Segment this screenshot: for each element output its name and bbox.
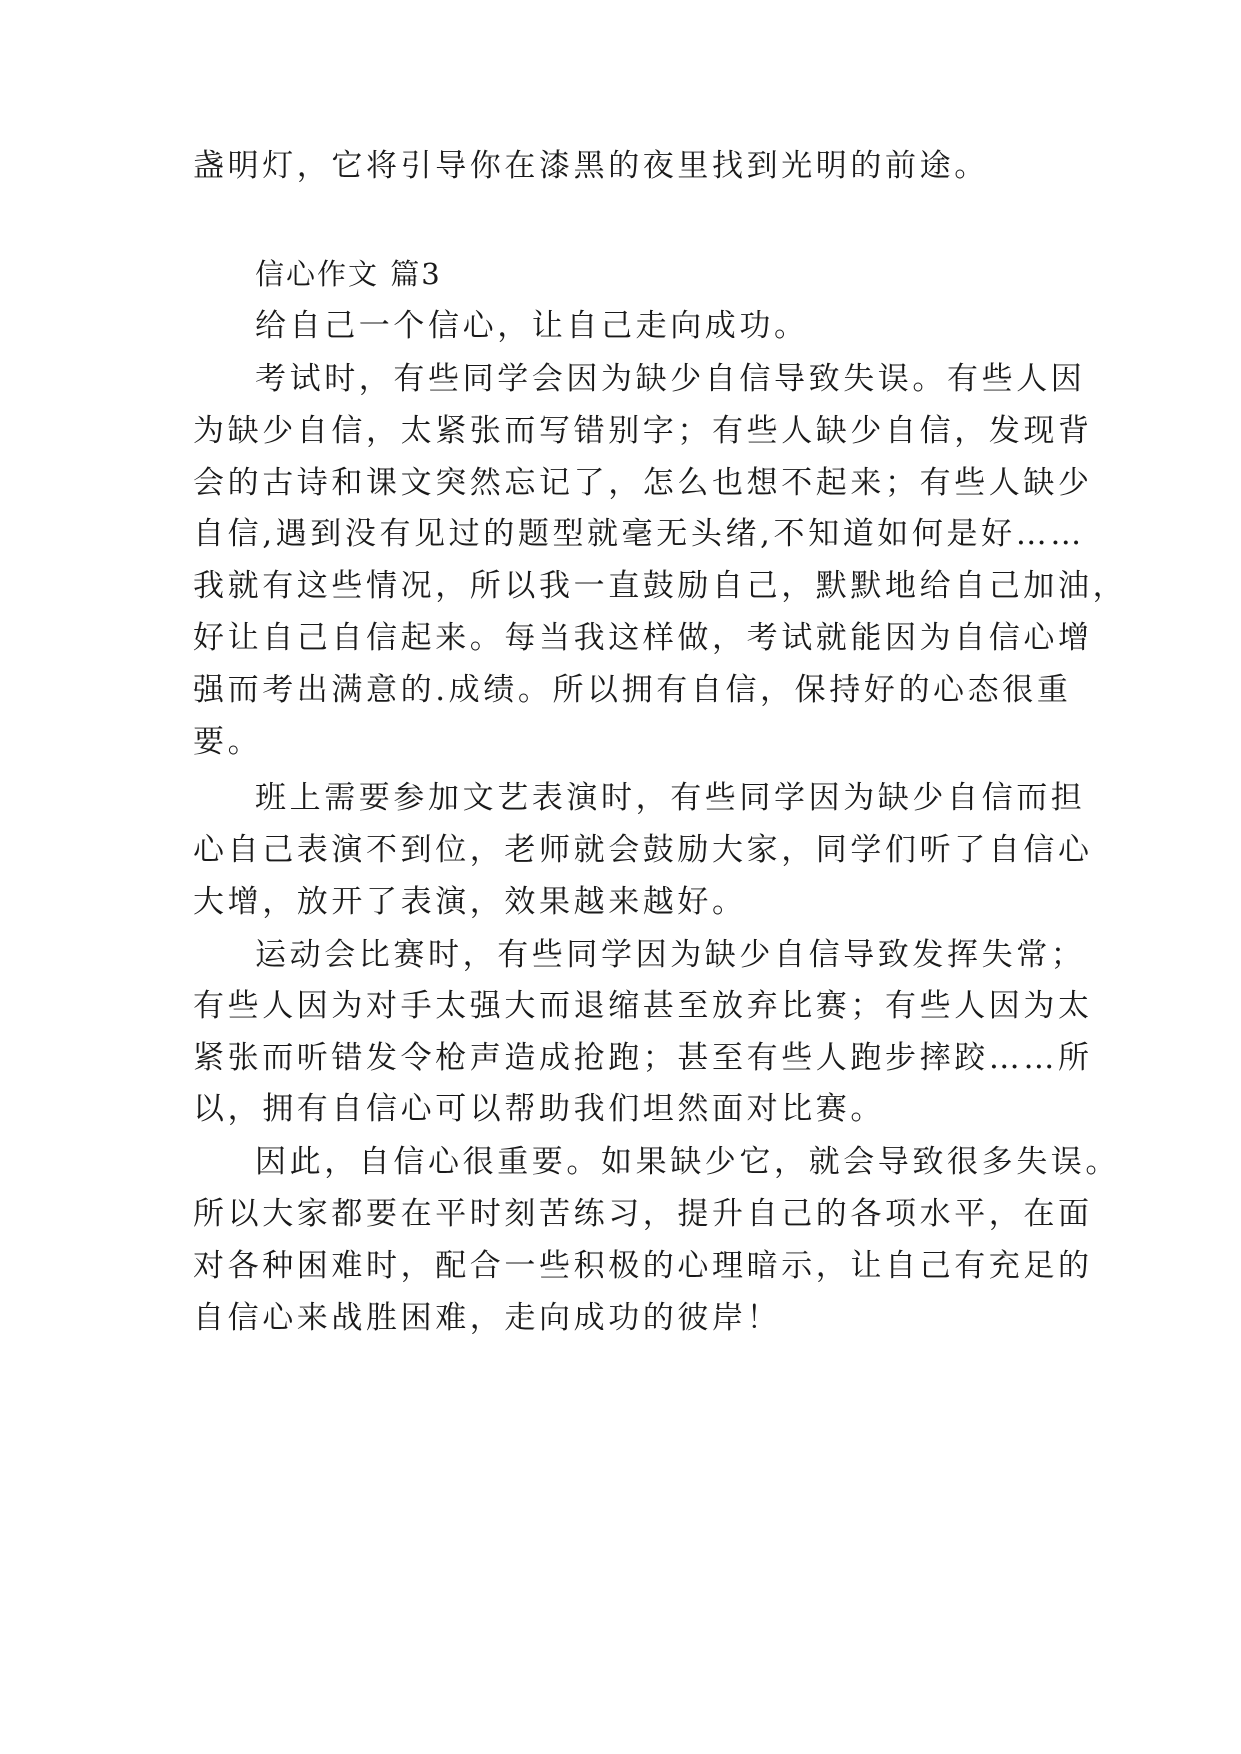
text-line-21: 对各种困难时，配合一些积极的心理暗示，让自己有充足的 xyxy=(193,1248,1093,1284)
text-line-3: 给自己一个信心，让自己走向成功。 xyxy=(255,308,809,344)
text-line-12: 班上需要参加文艺表演时，有些同学因为缺少自信而担 xyxy=(255,780,1086,816)
section-heading: 信心作文 篇3 xyxy=(255,257,442,291)
text-line-4: 考试时，有些同学会因为缺少自信导致失误。有些人因 xyxy=(255,361,1086,397)
text-line-9: 好让自己自信起来。每当我这样做，考试就能因为自信心增 xyxy=(193,620,1093,656)
text-line-15: 运动会比赛时，有些同学因为缺少自信导致发挥失常； xyxy=(255,937,1086,973)
text-line-6: 会的古诗和课文突然忘记了，怎么也想不起来；有些人缺少 xyxy=(193,465,1093,501)
text-line-17: 紧张而听错发令枪声造成抢跑；甚至有些人跑步摔跤……所 xyxy=(193,1040,1093,1076)
text-line-16: 有些人因为对手太强大而退缩甚至放弃比赛；有些人因为太 xyxy=(193,988,1093,1024)
text-line-11: 要。 xyxy=(193,724,263,760)
text-line-13: 心自己表演不到位，老师就会鼓励大家，同学们听了自信心 xyxy=(193,832,1093,868)
text-line-14: 大增，放开了表演，效果越来越好。 xyxy=(193,884,747,920)
text-line-10: 强而考出满意的.成绩。所以拥有自信，保持好的心态很重 xyxy=(193,672,1072,708)
text-line-5: 为缺少自信，太紧张而写错别字；有些人缺少自信，发现背 xyxy=(193,413,1093,449)
text-line-20: 所以大家都要在平时刻苦练习，提升自己的各项水平，在面 xyxy=(193,1196,1093,1232)
text-line-22: 自信心来战胜困难，走向成功的彼岸！ xyxy=(193,1300,782,1336)
text-line-7: 自信,遇到没有见过的题型就毫无头绪,不知道如何是好…… xyxy=(193,516,1085,552)
text-line-19: 因此，自信心很重要。如果缺少它，就会导致很多失误。 xyxy=(255,1144,1120,1180)
text-line-1: 盏明灯，它将引导你在漆黑的夜里找到光明的前途。 xyxy=(193,148,989,184)
text-line-18: 以，拥有自信心可以帮助我们坦然面对比赛。 xyxy=(193,1091,885,1127)
text-line-8: 我就有这些情况，所以我一直鼓励自己，默默地给自己加油， xyxy=(193,568,1128,604)
